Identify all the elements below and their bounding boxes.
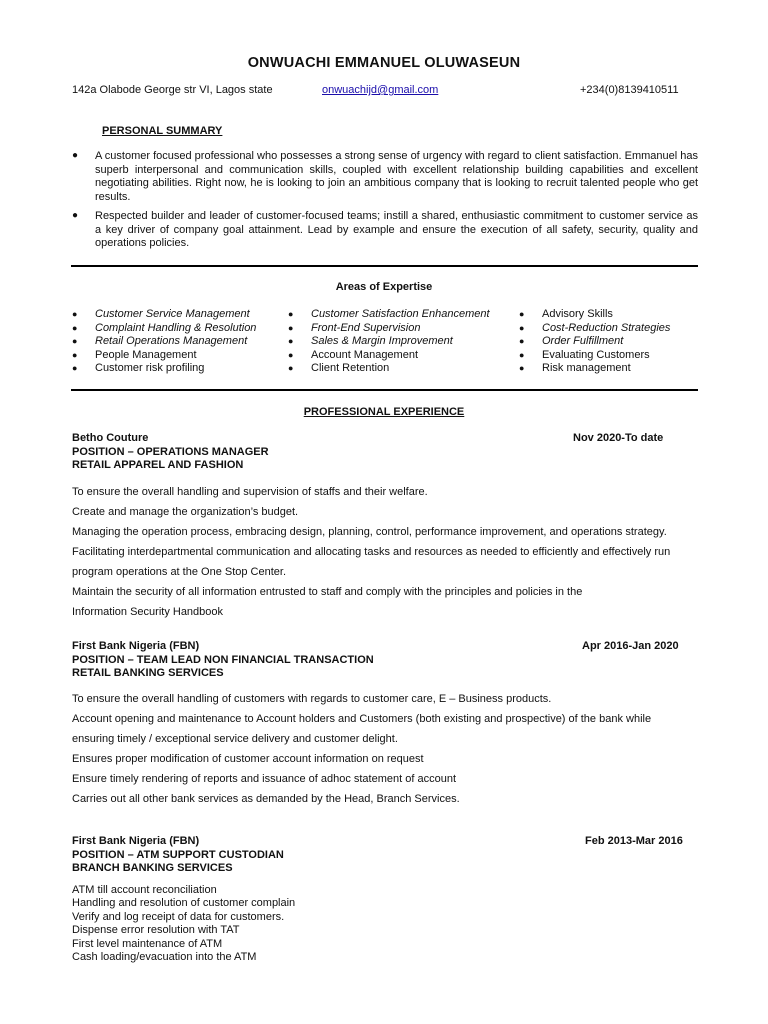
phone-number: +234(0)8139410511 [580, 84, 679, 96]
expertise-item: ● Cost-Reduction Strategies [519, 322, 670, 336]
job-header [72, 640, 374, 681]
job-date: Feb 2013-Mar 2016 [585, 835, 683, 847]
duty-line: Create and manage the organization’s budget. [72, 506, 299, 518]
job-position: POSITION – OPERATIONS MANAGER [72, 445, 269, 458]
expertise-item: ● Customer risk profiling [72, 362, 256, 376]
job-duties [72, 884, 702, 964]
expertise-item: ● Account Management [288, 349, 490, 363]
expertise-item: ● Client Retention [288, 362, 490, 376]
section-divider [71, 265, 698, 267]
expertise-item: ● Retail Operations Management [72, 335, 256, 349]
duty-line: Carries out all other bank services as demanded by the Head, Branch Services. [72, 793, 460, 805]
summary-item [72, 210, 698, 252]
duty-line: Cash loading/evacuation into the ATM [72, 951, 257, 964]
duty-line: To ensure the overall handling of customers with regards to customer care, E – Business products. [72, 693, 552, 705]
job-unit: RETAIL BANKING SERVICES [72, 667, 224, 680]
expertise-column-1 [72, 308, 256, 376]
duty-line: Ensures proper modification of customer account information on request [72, 753, 424, 765]
job-date: Nov 2020-To date [573, 432, 664, 444]
job-unit: RETAIL APPAREL AND FASHION [72, 459, 244, 472]
job-header [72, 432, 269, 473]
address: 142a Olabode George str VI, Lagos state [72, 84, 273, 96]
expertise-item: ● Advisory Skills [519, 308, 670, 322]
email-link[interactable]: onwuachijd@gmail.com [322, 84, 439, 96]
duty-line: Dispense error resolution with TAT [72, 924, 240, 937]
duty-line: ensuring timely / exceptional service delivery and customer delight. [72, 733, 398, 745]
expertise-item: ● Evaluating Customers [519, 349, 670, 363]
duty-line: First level maintenance of ATM [72, 937, 223, 950]
duty-line: Information Security Handbook [72, 606, 224, 618]
experience-heading-text: PROFESSIONAL EXPERIENCE [303, 406, 465, 418]
summary-item [72, 150, 698, 206]
experience-heading [0, 406, 768, 418]
duty-line: To ensure the overall handling and supervision of staffs and their welfare. [72, 486, 428, 498]
job-duties [72, 689, 702, 809]
job-duties [72, 482, 702, 622]
duty-line: Handling and resolution of customer complain [72, 897, 296, 910]
duty-line: Facilitating interdepartmental communication and allocating tasks and resources as needed to efficiently and effectively run [72, 546, 671, 558]
expertise-column-2 [288, 308, 490, 376]
duty-line: Maintain the security of all information entrusted to staff and comply with the principles and policies in the [72, 586, 583, 598]
expertise-item: ● Customer Service Management [72, 308, 256, 322]
duty-line: Account opening and maintenance to Account holders and Customers (both existing and prospective) of the bank while [72, 713, 652, 725]
company-name: Betho Couture [72, 432, 149, 444]
personal-summary-heading: PERSONAL SUMMARY [102, 125, 223, 137]
company-name: First Bank Nigeria (FBN) [72, 835, 200, 847]
job-header [72, 835, 284, 876]
expertise-heading: Areas of Expertise [335, 281, 433, 293]
expertise-item: ● Sales & Margin Improvement [288, 335, 490, 349]
duty-line: ATM till account reconciliation [72, 884, 217, 896]
duty-line: program operations at the One Stop Center. [72, 566, 287, 578]
summary-text: Respected builder and leader of customer-focused teams; instill a shared, enthusiastic commitment to customer service as a key driver of company goal attainment. Lead by example and ensure the execution of all safety, security, quality and operations policies. [95, 210, 698, 250]
expertise-item: ● Customer Satisfaction Enhancement [288, 308, 490, 322]
expertise-item: ● Risk management [519, 362, 670, 376]
duty-line: Managing the operation process, embracing design, planning, control, performance improvement, and operations strategy. [72, 526, 667, 538]
job-position: POSITION – TEAM LEAD NON FINANCIAL TRANSACTION [72, 653, 374, 666]
candidate-name: ONWUACHI EMMANUEL OLUWASEUN [247, 55, 521, 71]
bullet-icon: ● [72, 210, 79, 221]
expertise-item: ● Order Fulfillment [519, 335, 670, 349]
job-date: Apr 2016-Jan 2020 [582, 640, 679, 652]
expertise-column-3 [519, 308, 670, 376]
job-position: POSITION – ATM SUPPORT CUSTODIAN [72, 848, 284, 861]
section-divider [71, 389, 698, 391]
bullet-icon: ● [72, 150, 79, 161]
duty-line: Verify and log receipt of data for customers. [72, 910, 285, 923]
duty-line: Ensure timely rendering of reports and issuance of adhoc statement of account [72, 773, 456, 785]
job-unit: BRANCH BANKING SERVICES [72, 862, 233, 875]
company-name: First Bank Nigeria (FBN) [72, 640, 200, 652]
expertise-item: ● Complaint Handling & Resolution [72, 322, 256, 336]
summary-text: A customer focused professional who possesses a strong sense of urgency with regard to client satisfaction. Emmanuel has superb interpersonal and communication skills, coupled with excellent relationship building capabilities and excellent negotiating abilities. Right now, he is looking to join an ambitious company that is looking to recruit talented people who get results. [95, 150, 698, 203]
expertise-item: ● People Management [72, 349, 256, 363]
expertise-item: ● Front-End Supervision [288, 322, 490, 336]
